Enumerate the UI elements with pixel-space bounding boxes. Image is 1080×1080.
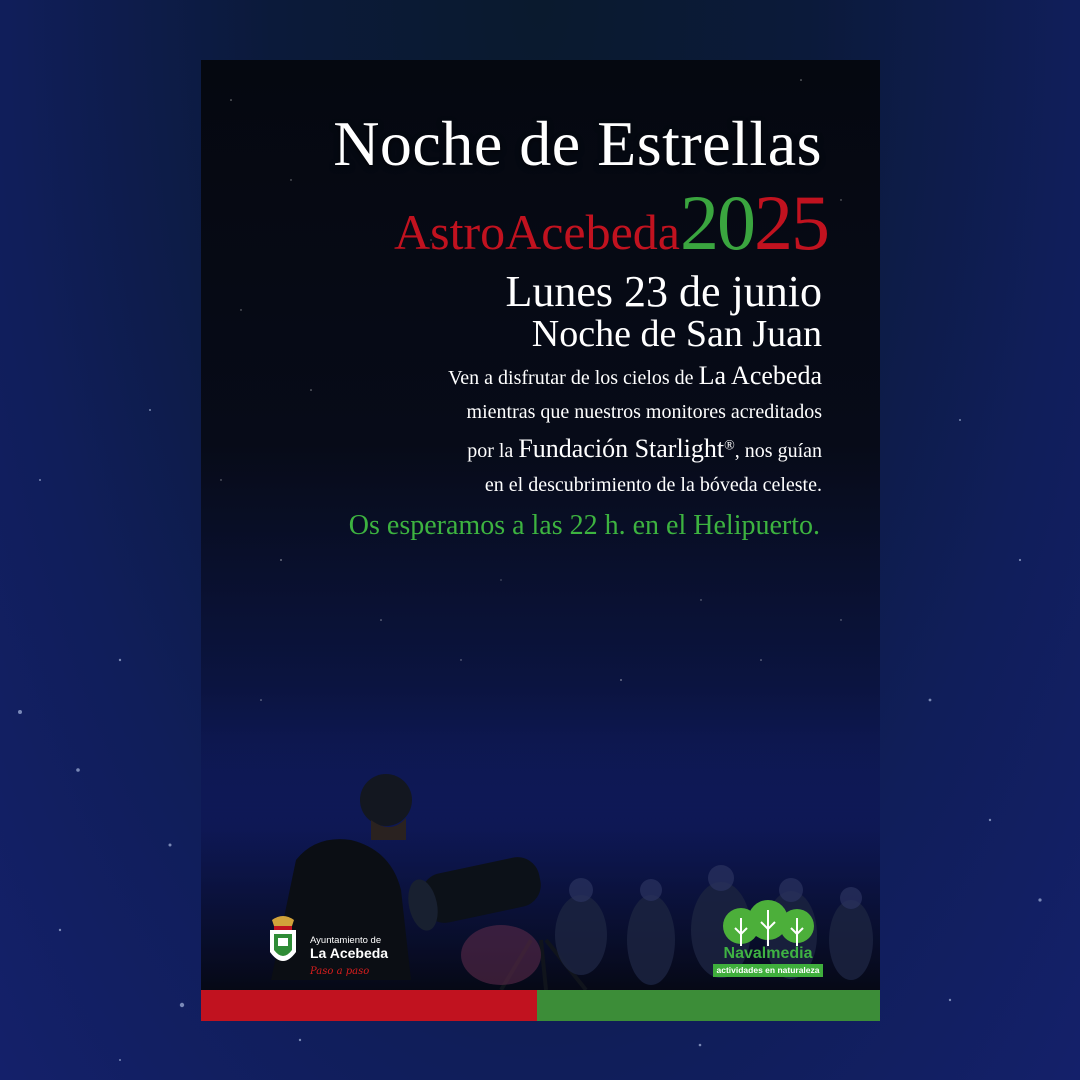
desc-line-3: por la Fundación Starlight®, nos guían <box>467 434 822 464</box>
event-poster <box>201 60 880 1021</box>
navalmedia-logo <box>713 898 823 986</box>
ayuntamiento-line-2: La Acebeda <box>310 945 389 962</box>
ayuntamiento-tagline: Paso a paso <box>310 965 370 977</box>
trees-icon <box>713 898 823 948</box>
footer-bar-red <box>201 990 537 1021</box>
ayuntamiento-line-1: Ayuntamiento de <box>310 935 382 946</box>
event-name: Noche de San Juan <box>531 313 822 355</box>
navalmedia-name: Navalmedia <box>723 945 813 962</box>
desc-line-2: mientras que nuestros monitores acreditados <box>466 401 822 424</box>
footer-bar-green <box>537 990 880 1021</box>
event-date: Lunes 23 de junio <box>505 267 822 316</box>
meeting-info: Os esperamos a las 22 h. en el Helipuerto. <box>348 510 820 541</box>
poster-title: Noche de Estrellas <box>333 108 822 179</box>
navalmedia-tagline: actividades en naturaleza <box>713 964 823 977</box>
event-year: 2025 <box>680 179 828 266</box>
desc-line-4: en el descubrimiento de la bóveda celeste. <box>484 474 822 497</box>
title-block <box>333 108 822 179</box>
event-description <box>448 360 822 506</box>
coat-of-arms-icon <box>266 912 300 972</box>
brand-row <box>394 178 828 268</box>
ayuntamiento-text <box>310 936 388 977</box>
desc-line-1: Ven a disfrutar de los cielos de La Acebeda <box>448 361 822 390</box>
ayuntamiento-logo <box>266 912 396 982</box>
brand-name: AstroAcebeda <box>394 204 680 260</box>
